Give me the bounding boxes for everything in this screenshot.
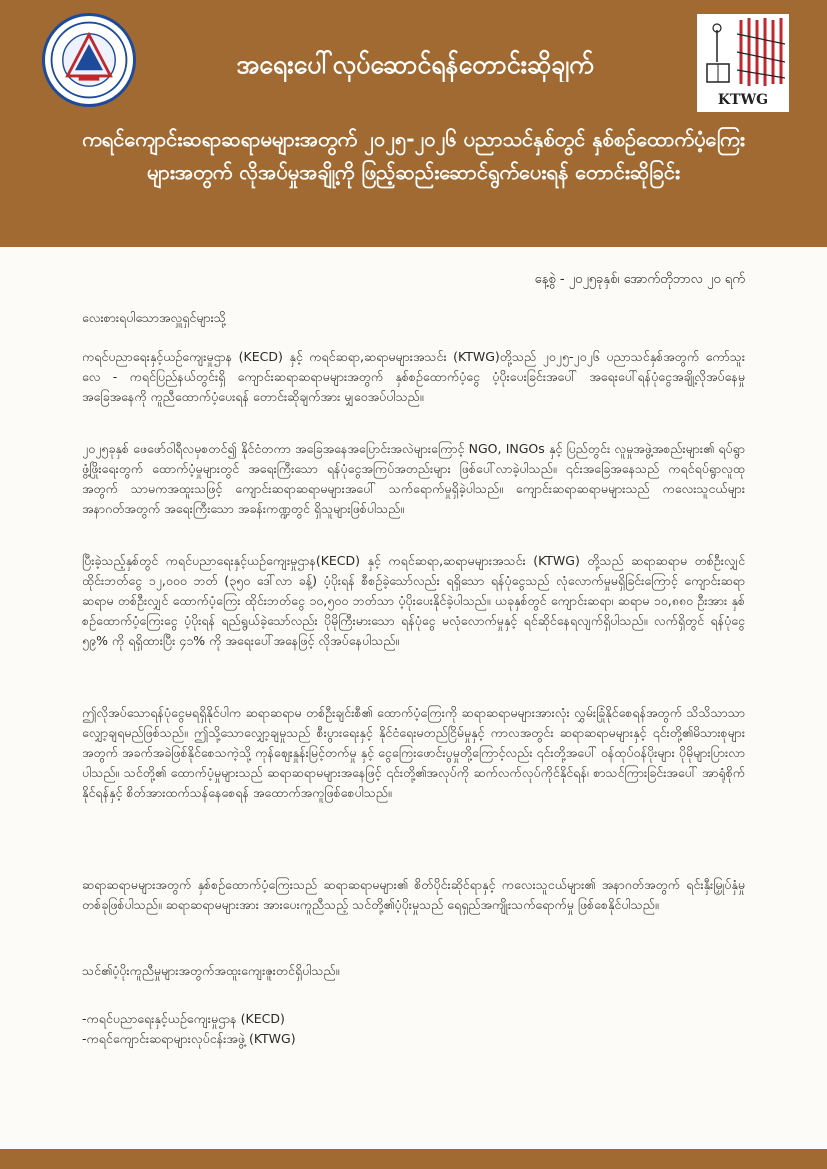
letter-date: နေ့စွဲ - ၂၀၂၅ခုနှစ်၊ အောက်တိုဘာလ ၂၀ ရက် <box>534 272 745 287</box>
letter-paragraph: ဆရာဆရာမများအတွက် နှစ်စဥ်ထောက်ပံ့ကြေးသည် ဆရာဆရာမများ၏ စိတ်ပိုင်းဆိုင်ရာနှင့် ကလေးသူငယ်များ၏ အနာဂတ်အတွက် ရင်းနှီးမြှုပ်နှံမှုတစ်ခုဖြစ်ပါသည်။ ဆရာဆရာမများအား အားပေးကူညီသည့် သင်တို့၏ပံ့ပိုးမှုသည် ရေရှည်အကျိုးသက်ရောက်မှု ဖြစ်စေနိုင်ပါသည်။ <box>82 877 745 912</box>
header-banner <box>0 0 827 247</box>
footer-bar <box>0 1149 827 1169</box>
letter-thanks: သင်၏ပံ့ပိုးကူညီမှုများအတွက်အထူးကျေးဇူးတင်ရှိပါသည်။ <box>82 963 340 978</box>
letter-paragraph: ပြီးခဲ့သည့်နှစ်တွင် ကရင်ပညာရေးနှင့်ယဉ်ကျေးမှုဌာန(KECD) နှင့် ကရင်ဆရာ,ဆရာမများအသင်း (KTWG) တို့သည် ဆရာဆရာမ တစ်ဦးလျှင် ထိုင်းဘတ်ငွေ ၁၂,၀၀၀ ဘတ် (၃၅၀ ဒေါ်လာ ခန့်) ပံ့ပိုးရန် စီစဥ်ခဲ့သော်လည်း ရရှိသော ရန်ပုံငွေသည် လုံလောက်မှုမရှိခြင်းကြောင့် ကျောင်းဆရာဆရာမ တစ်ဦးလျှင် ထောက်ပံ့ကြေး ထိုင်းဘတ်ငွေ ၁၀,၅၀၀ ဘတ်သာ ပံ့ပိုးပေးနိုင်ခဲ့ပါသည်။ ယခုနှစ်တွင် ကျောင်းဆရာ၊ ဆရာမ ၁၀,၈၈၀ ဦးအား နှစ်စဥ်ထောက်ပံ့ကြေးငွေ ပံ့ပိုးရန် ရည်ရွယ်ခဲ့သော်လည်း ပိုမိုကြီးမားသော ရန်ပုံငွေ မလုံလောက်မှုနှင့် ရင်ဆိုင်နေရလျက်ရှိပါသည်။ လက်ရှိတွင် ရန်ပုံငွေ ၅၉% ကို ရရှိထားပြီး ၄၁% ကို အရေးပေါ်အနေဖြင့် လိုအပ်နေပါသည်။ <box>82 553 745 648</box>
kecd-logo <box>42 13 136 107</box>
ktwg-logo <box>697 14 789 112</box>
page-title: အရေးပေါ်လုပ်ဆောင်ရန်တောင်းဆိုချက် <box>236 50 594 79</box>
letter-salutation: လေးစားရပါသောအလှူရှင်များသို့ <box>82 310 226 325</box>
letter-paragraph: ကရင်ပညာရေးနှင့်ယဉ်ကျေးမှုဌာန (KECD) နှင့် ကရင်ဆရာ,ဆရာမများအသင်း (KTWG)တို့သည် ၂၀၂၅-၂၀၂၆ ပညာသင်နှစ်အတွက် ကော်သူးလေ - ကရင်ပြည်နယ်တွင်းရှိ ကျောင်းဆရာဆရာမများအတွက် နှစ်စဥ်ထောက်ပံ့ငွေ ပံ့ပိုးပေးခြင်းအပေါ် အရေးပေါ်ရန်ပုံငွေအချို့လိုအပ်နေမှုအခြေအနေကို ကူညီထောက်ပံ့ပေးရန် တောင်းဆိုချက်အား မျှဝေအပ်ပါသည်။ <box>82 349 745 404</box>
letter-body <box>82 270 745 1049</box>
signature-kecd: -ကရင်ပညာရေးနှင့်ယဉ်ကျေးမှုဌာန (KECD) <box>82 1011 285 1026</box>
page-subtitle: ကရင်ကျောင်းဆရာဆရာမများအတွက် ၂၀၂၅-၂၀၂၆ ပညာသင်နှစ်တွင် နှစ်စဥ်ထောက်ပံ့ကြေးများအတွက် လိုအပ်မှုအချို့ကို ဖြည့်ဆည်းဆောင်ရွက်ပေးရန် တောင်းဆိုခြင်း <box>82 127 745 184</box>
letter-paragraph: ၂၀၂၅ခုနှစ် ဖေဖော်ဝါရီလမှစတင်၍ နိုင်ငံတကာ အခြေအနေအပြောင်းအလဲများကြောင့် NGO, INGOs နှင့် ပြည်တွင်း လူမှုအဖွဲ့အစည်းများ၏ ရပ်ရွာဖွံ့ဖြိုးရေးတွက် ထောက်ပံ့မှုများတွင် အရေးကြီးသော ရန်ပုံငွေအကြပ်အတည်းများ ဖြစ်ပေါ်လာခဲ့ပါသည်။ ၎င်းအခြေအနေသည် ကရင်ရပ်ရွာလူထုအတွက် သာမကအထူးသဖြင့် ကျောင်းဆရာဆရာမများအပေါ် သက်ရောက်မှုရှိခဲ့ပါသည်။ ကျောင်းဆရာဆရာမများသည် ကလေးသူငယ်များ အနာဂတ်အတွက် အရေးကြီးသော အခန်းကဏ္ဍတွင် ရှိသူများဖြစ်ပါသည်။ <box>82 441 745 516</box>
ktwg-logo-text: KTWG <box>717 92 769 108</box>
letter-paragraph: ဤလိုအပ်သောရန်ပုံငွေမရရှိနိုင်ပါက ဆရာဆရာမ တစ်ဦးချင်းစီ၏ ထောက်ပံ့ကြေးကို ဆရာဆရာမများအားလုံး လွှမ်းခြုံနိုင်စေရန်အတွက် သိသိသာသာလျှော့ချရမည်ဖြစ်သည်။ ဤသို့သောလျှော့ချမှုသည် စီးပွားရေးနှင့် နိုင်ငံရေးမတည်ငြိမ်မှုနှင့် ကာလအတွင်း ဆရာဆရာမများနှင့် ၎င်းတို့၏မိသားစုများအတွက် အခက်အခဲဖြစ်နိုင်စေသကဲ့သို့ ကုန်ဈေးနှုန်းမြင့်တက်မှု နှင့် ငွေကြေးဖောင်းပွမှုတို့ကြောင့်လည်း ၎င်းတို့အပေါ် ဝန်ထုပ်ဝန်ပိုးများ ပိုမိုများပြားလာပါသည်။ သင်တို့၏ ထောက်ပံ့မှုများသည် ဆရာဆရာမများအနေဖြင့် ၎င်းတို့၏အလုပ်ကို ဆက်လက်လုပ်ကိုင်နိုင်ရန်၊ စာသင်ကြားခြင်းအပေါ် အာရုံစိုက်နိုင်ရန်နှင့် စိတ်အားထက်သန်နေစေရန် အထောက်အကူဖြစ်စေပါသည်။ <box>82 705 745 800</box>
signature-ktwg: -ကရင်ကျောင်းဆရာများလုပ်ငန်းအဖွဲ့ (KTWG) <box>82 1031 296 1046</box>
